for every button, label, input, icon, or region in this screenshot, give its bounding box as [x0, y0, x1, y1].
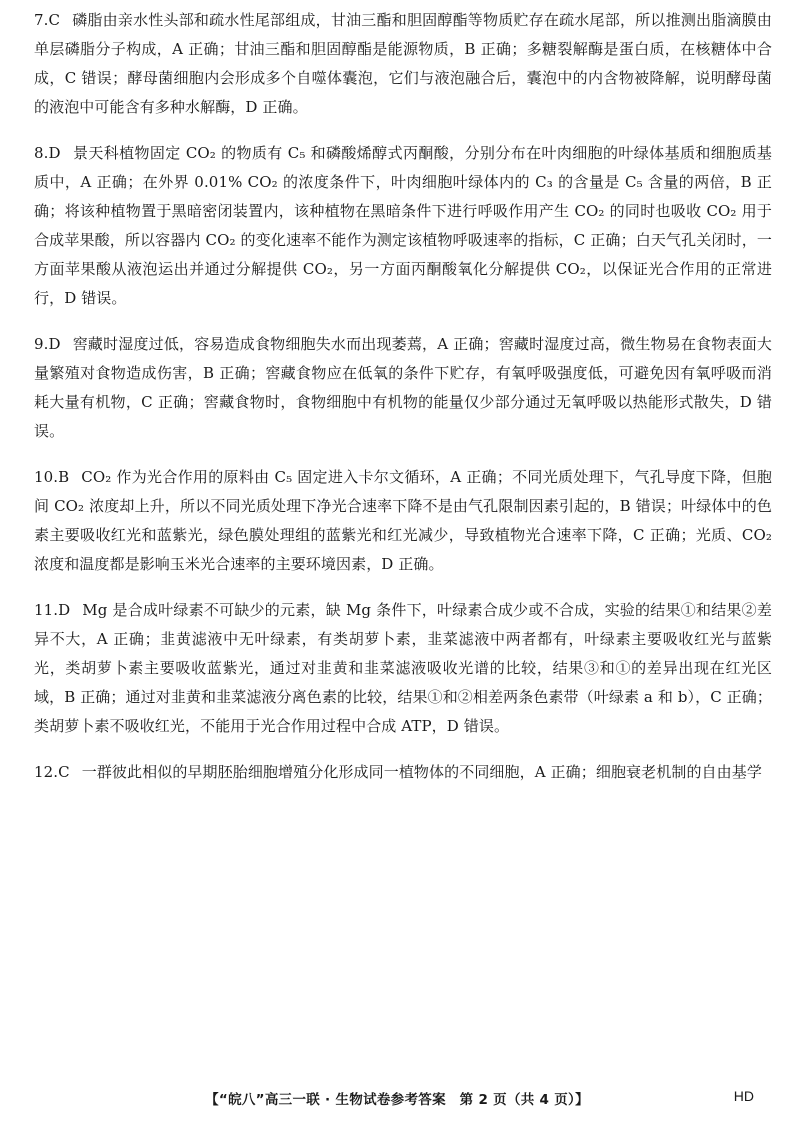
question-number: 10.: [34, 468, 59, 486]
question-number: 12.: [34, 763, 59, 781]
page-footer: [0, 1088, 794, 1114]
footer-title: 【“皖八”高三一联 · 生物试卷参考答案 第 2 页（共 4 页）】: [205, 1092, 589, 1108]
answer-key: C: [58, 763, 70, 781]
answer-key: D: [58, 601, 71, 619]
explanation-text: CO₂ 作为光合作用的原料由 C₅ 固定进入卡尔文循环，A 正确；不同光质处理下，气孔导度下降，但胞间 CO₂ 浓度却上升，所以不同光质处理下净光合速率下降不是由气孔限制因素引起的，B 错误；叶绿体中的色素主要吸收红光和蓝紫光，绿色膜处理组的蓝紫光和红光减少，导致植物光合速率下降，C 正确；光质、CO₂ 浓度和温度都是影响玉米光合速率的主要环境因素，D 正确。: [34, 468, 772, 573]
answer-item-9: [34, 330, 772, 446]
explanation-text: Mg 是合成叶绿素不可缺少的元素，缺 Mg 条件下，叶绿素合成少或不合成，实验的结果①和结果②差异不大，A 正确；韭黄滤液中无叶绿素，有类胡萝卜素，韭菜滤液中两者都有，叶绿素主要吸收红光与蓝紫光，类胡萝卜素主要吸收蓝紫光，通过对韭黄和韭菜滤液吸收光谱的比较，结果③和①的差异出现在红光区域，B 正确；通过对韭黄和韭菜滤液分离色素的比较，结果①和②相差两条色素带（叶绿素 a 和 b），C 正确；类胡萝卜素不吸收红光，不能用于光合作用过程中合成 ATP，D 错误。: [34, 601, 772, 735]
answer-key: C: [48, 11, 61, 29]
explanation-text: 磷脂由亲水性头部和疏水性尾部组成，甘油三酯和胆固醇酯等物质贮存在疏水尾部，所以推测出脂滴膜由单层磷脂分子构成，A 正确；甘油三酯和胆固醇酯是能源物质，B 正确；多糖裂解酶是蛋白质，在核糖体中合成，C 错误；酵母菌细胞内会形成多个自噬体囊泡，它们与液泡融合后，囊泡中的内含物被降解，说明酵母菌的液泡中可能含有多种水解酶，D 正确。: [34, 11, 772, 116]
explanation-text: 一群彼此相似的早期胚胎细胞增殖分化形成同一植物体的不同细胞，A 正确；细胞衰老机制的自由基学: [81, 763, 762, 781]
answer-item-10: [34, 463, 772, 579]
answer-item-7: [34, 6, 772, 122]
answer-item-11: [34, 596, 772, 741]
question-number: 7.: [34, 11, 49, 29]
answer-key: D: [48, 144, 61, 162]
answer-list: [34, 6, 772, 804]
explanation-text: 景天科植物固定 CO₂ 的物质有 C₅ 和磷酸烯醇式丙酮酸，分别分布在叶肉细胞的叶绿体基质和细胞质基质中，A 正确；在外界 0.01% CO₂ 的浓度条件下，叶肉细胞叶绿体内的 C₃ 的含量是 C₅ 含量的两倍，B 正确；将该种植物置于黑暗密闭装置内，该种植物在黑暗条件下进行呼吸作用产生 CO₂ 的同时也吸收 CO₂ 用于合成苹果酸，所以容器内 CO₂ 的变化速率不能作为测定该植物呼吸速率的指标，C 正确；白天气孔关闭时，一方面苹果酸从液泡运出并通过分解提供 CO₂，另一方面丙酮酸氧化分解提供 CO₂，以保证光合作用的正常进行，D 错误。: [34, 144, 772, 307]
footer-code: HD: [733, 1088, 754, 1104]
answer-item-12: [34, 758, 772, 787]
question-number: 11.: [34, 601, 59, 619]
answer-key: B: [58, 468, 70, 486]
question-number: 9.: [34, 335, 49, 353]
answer-item-8: [34, 139, 772, 313]
explanation-text: 窖藏时湿度过低，容易造成食物细胞失水而出现萎蔫，A 正确；窖藏时湿度过高，微生物易在食物表面大量繁殖对食物造成伤害，B 正确；窖藏食物应在低氧的条件下贮存，有氧呼吸强度低，可避免因有氧呼吸而消耗大量有机物，C 正确；窖藏食物时，食物细胞中有机物的能量仅少部分通过无氧呼吸以热能形式散失，D 错误。: [34, 335, 772, 440]
answer-key: D: [48, 335, 61, 353]
question-number: 8.: [34, 144, 49, 162]
